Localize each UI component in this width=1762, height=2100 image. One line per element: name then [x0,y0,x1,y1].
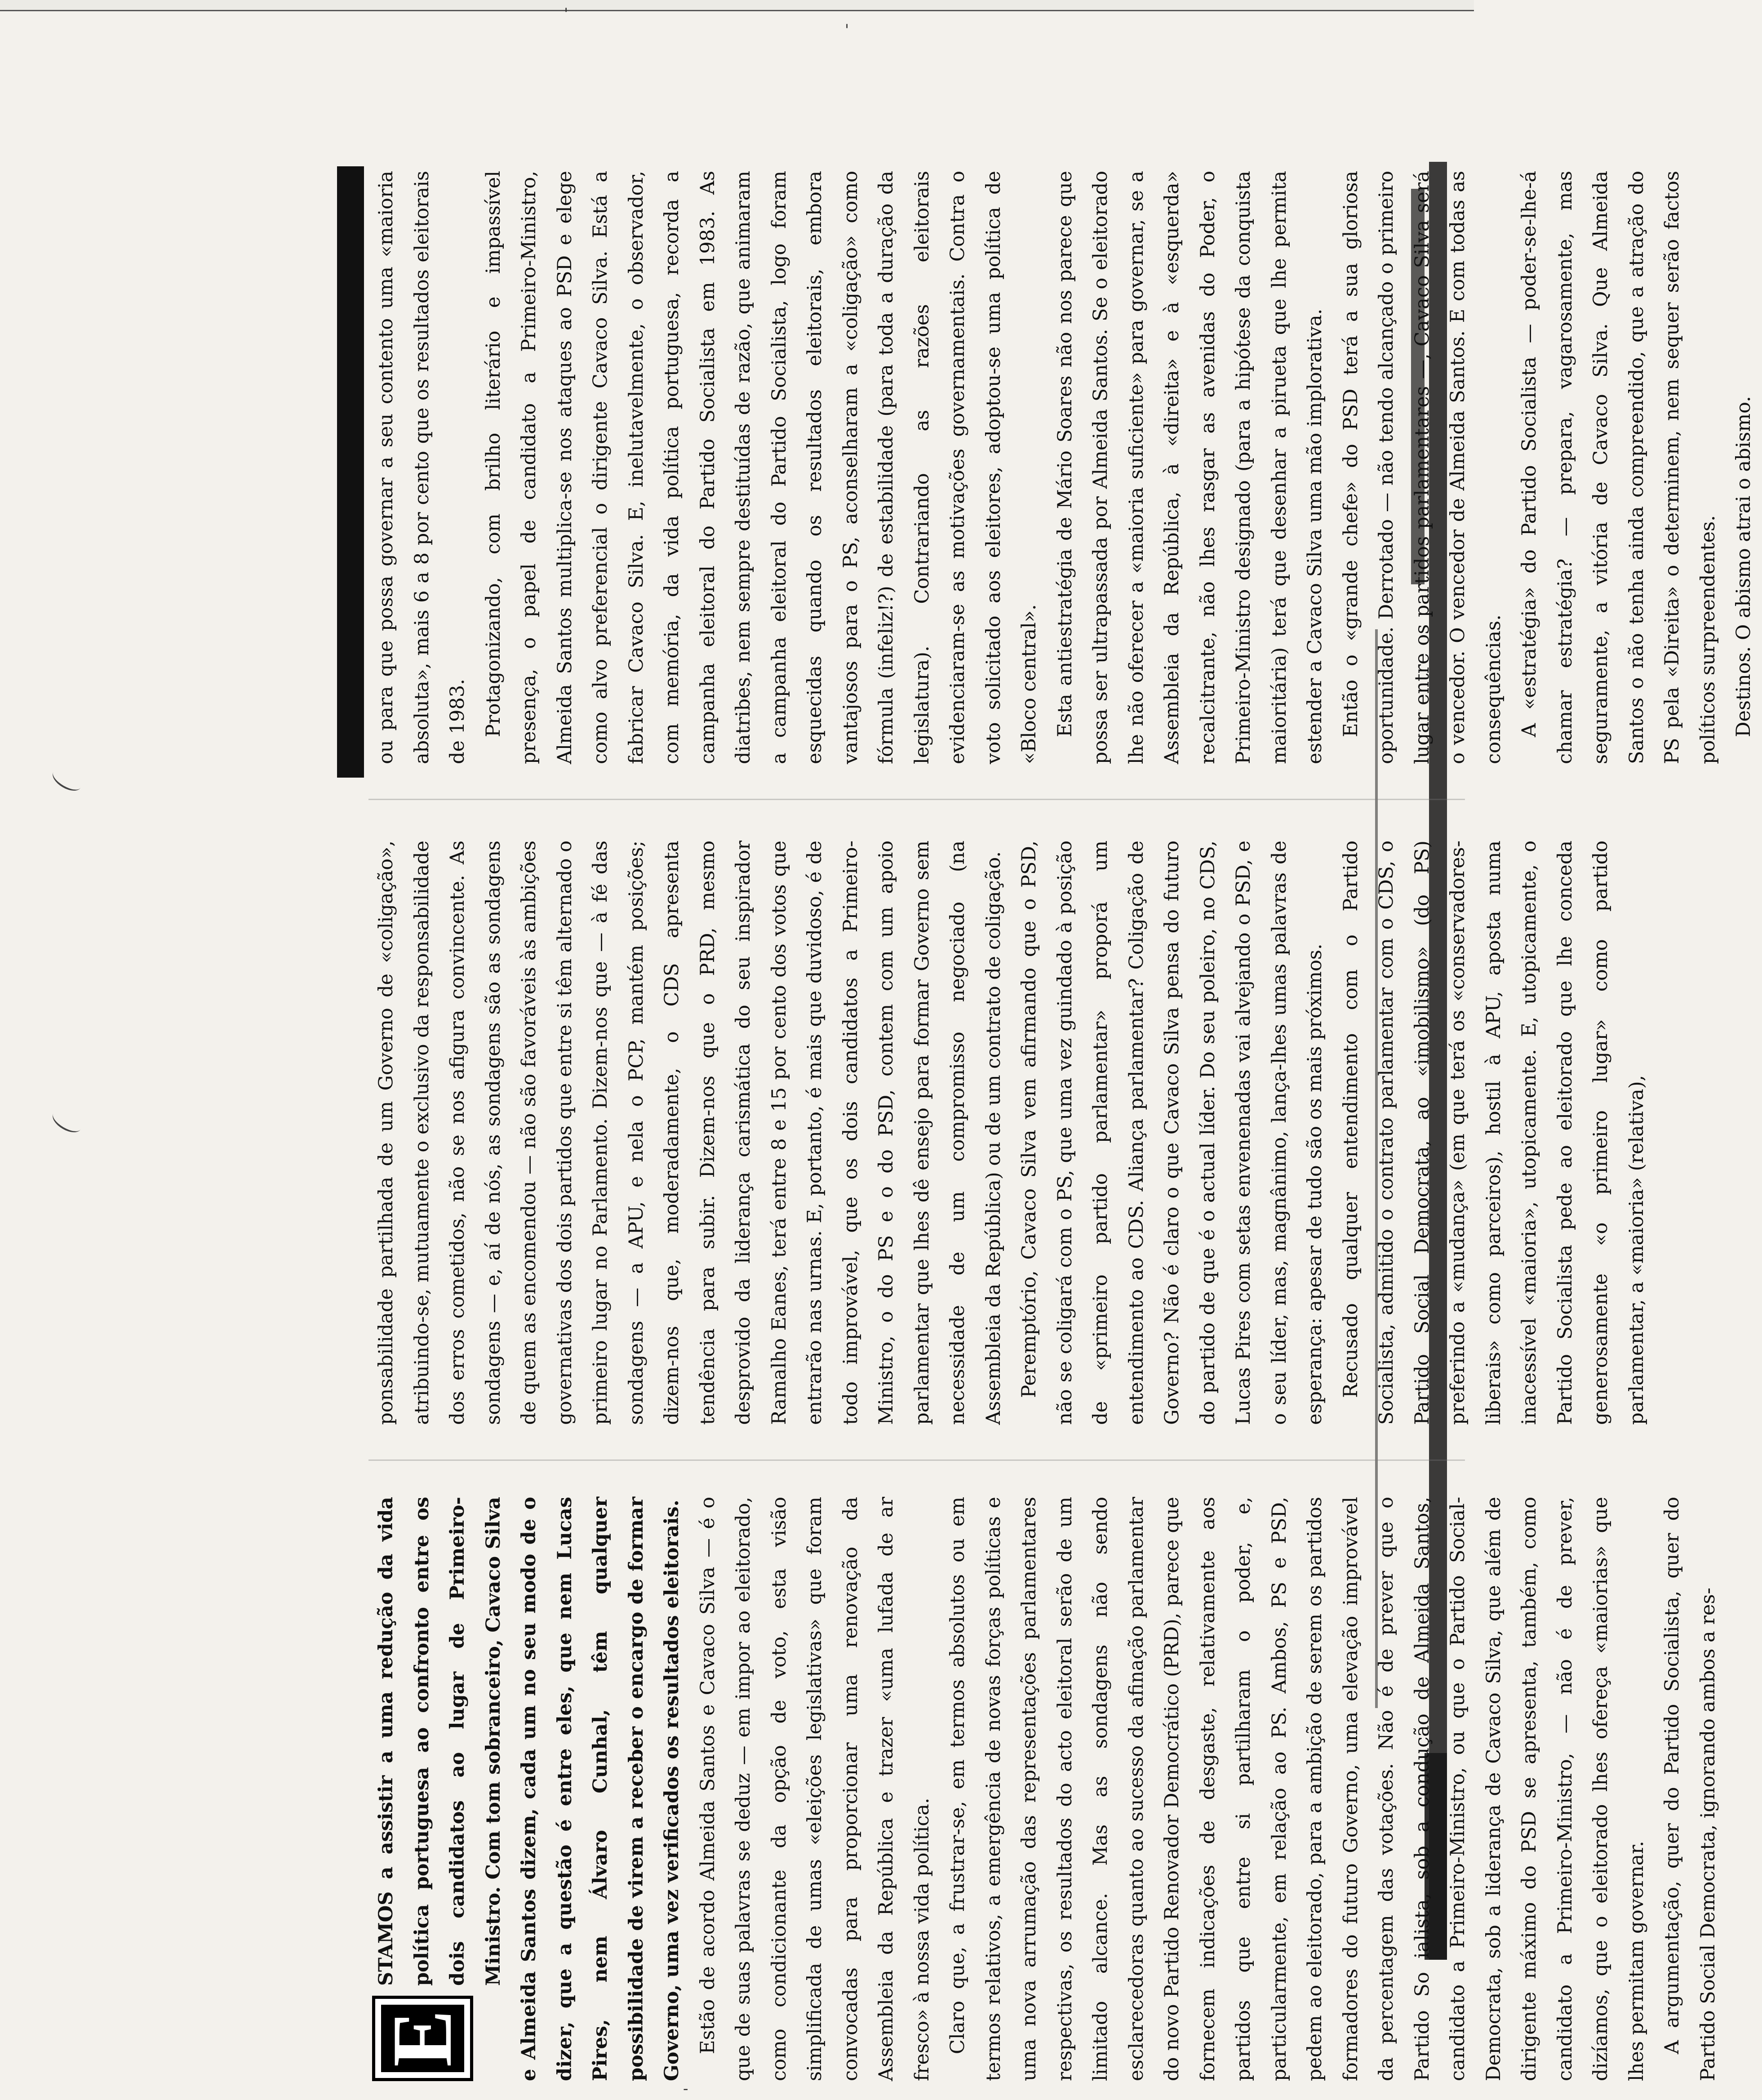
article-header-bar [337,166,364,778]
scan-mark: ' [845,21,849,39]
paragraph: Estão de acordo Almeida Santos e Cavaco Silva — é o que de suas palavras se deduz — em impor ao eleitorado, como condicionante da opção de voto, esta visão simplificada de umas «eleições legislativas» que foram convocadas para proporcionar uma renovação da Assembleia da República e trazer «uma lufada de ar fresco» à nossa vida política. [696,1497,933,2081]
paragraph: Recusado qualquer entendimento com o Partido Socialista, admitido o contrato parlamentar com o CDS, o Partido Social Democrata, ao «imobilismo» (do PS) preferindo a «mudança» (em que terá os «conservadores-liberais» como parceiros), hostil à APU, aposta numa inacessível «maioria», utopicamente. E, utopicamente, o Partido Socialista pede ao eleitorado que lhe conceda generosamente «o primeiro lugar» como partido parlamentar, a «maioria» (relativa), [1339,841,1648,1425]
scan-smudge [49,1106,85,1137]
article-column-1 [368,1497,1719,2081]
paragraph: A argumentação, quer do Partido Socialista, quer do Partido Social Democrata, ignorando ambos a res- [1661,1497,1719,2081]
paragraph: ponsabilidade partilhada de um Governo de «coligação», atribuindo-se, mutuamente o exclusivo da responsabilidade dos erros cometidos, não se nos afigura convincente. As sondagens — e, aí de nós, as sondagens são as sondagens de quem as encomendou — não são favoráveis às ambições governativas dos dois partidos que entre si têm alternado o primeiro lugar no Parlamento. Dizem-nos que — à fé das sondagens — a APU, e nela o PCP, mantém posições; dizem-nos que, moderadamente, o CDS apresenta tendência para subir. Dizem-nos que o PRD, mesmo desprovido da liderança carismática do seu inspirador Ramalho Eanes, terá entre 8 e 15 por cento dos votos que entrarão nas urnas. E, portanto, é mais que duvidoso, é de todo improvável, que os dois candidatos a Primeiro-Ministro, o do PS e o do PSD, contem com um apoio parlamentar que lhes dê ensejo para formar Governo sem necessidade de um compromisso negociado (na Assembleia da República) ou de um contrato de coligação. [375,841,1005,1425]
scan-mark: ' [564,5,568,23]
paragraph: Esta antiestratégia de Mário Soares não nos parece que possa ser ultrapassada por Almeida Santos. Se o eleitorado lhe não oferecer a «maioria suficiente» para governar, se a Assembleia da República, à «direita» e à «esquerda» recalcitrante, não lhes rasgar as avenidas do Poder, o Primeiro-Ministro designado (para a hipótese da conquista maioritária) terá que desenhar a pirueta que lhe permita estender a Cavaco Silva uma mão implorativa. [1053,171,1326,764]
paragraph: STAMOS a assistir a uma redução da vida política portuguesa ao confronto entre os dois candidatos ao lugar de Primeiro-Ministro. Com tom sobranceiro, Cavaco Silva e Almeida Santos dizem, cada um no seu modo de o dizer, que a questão é entre eles, que nem Lucas Pires, nem Álvaro Cunhal, têm qualquer possibilidade de virem a receber o encargo de formar Governo, uma vez verificados os resultados eleitorais. [375,1497,683,2081]
paragraph: ou para que possa governar a seu contento uma «maioria absoluta», mais 6 a 8 por cento que os resultados eleitorais de 1983. [375,171,469,764]
newspaper-article [368,166,1755,2081]
scan-smudge [49,765,85,795]
paragraph: Destinos. O abismo atrai o abismo. [1732,396,1755,737]
scan-top-edge [0,0,1474,11]
paragraph: Claro que, a frustrar-se, em termos absolutos ou em termos relativos, a emergência de novas forças políticas e uma nova arrumação das representações parlamentares respectivas, os resultados do acto eleitoral serão de um limitado alcance. Mas as sondagens não sendo esclarecedoras quanto ao sucesso da afinação parlamentar do novo Partido Renovador Democrático (PRD), parece que fornecem indicações de desgaste, relativamente aos partidos que entre si partilharam o poder, e, particularmente, em relação ao PS. Ambos, PS e PSD, pedem ao eleitorado, para a ambição de serem os partidos formadores do futuro Governo, uma elevação improvável da percentagem das votações. Não é de prever que o Partido So ialista, sob a condução de Almeida Santos, candidato a Primeiro-Ministro, ou que o Partido Social-Democrata, sob a liderança de Cavaco Silva, que além de dirigente máximo do PSD se apresenta, também, como candidato a Primeiro-Ministro, — não é de prever, dizíamos, que o eleitorado lhes ofereça «maiorias» que lhes permitam governar. [946,1497,1648,2081]
article-column-2 [368,841,1648,1425]
drop-cap [372,1996,473,2081]
article-column-3 [368,171,1755,764]
paragraph: Protagonizando, com brilho literário e impassível presença, o papel de candidato a Primeiro-Ministro, Almeida Santos multiplica-se nos ataques ao PSD e elege como alvo preferencial o dirigente Cavaco Silva. Está a fabricar Cavaco Silva. E, inelutavelmente, o observador, com memória, da vida política portuguesa, recorda a campanha eleitoral do Partido Socialista em 1983. As diatribes, nem sempre destituídas de razão, que animaram a campanha eleitoral do Partido Socialista, logo foram esquecidas quando os resultados eleitorais, embora vantajosos para o PS, aconselharam a «coligação» como fórmula (infeliz!?) de estabilidade (para toda a duração da legislatura). Contrariando as razões eleitorais evidenciaram-se as motivações governamentais. Contra o voto solicitado aos eleitores, adoptou-se uma política de «Bloco central». [482,171,1040,764]
paragraph: Então o «grande chefe» do PSD terá a sua gloriosa oportunidade. Derrotado — não tendo alcançado o primeiro lugar entre os partidos parlamentares —, Cavaco Silva será o vencedor. O vencedor de Almeida Santos. E com todas as consequências. [1339,171,1505,764]
column-rule [368,799,1465,800]
paragraph: Peremptório, Cavaco Silva vem afirmando que o PSD, não se coligará com o PS, que uma vez guindado à posição de «primeiro partido parlamentar» proporá um entendimento ao CDS. Aliança parlamentar? Coligação de Governo? Não é claro o que Cavaco Silva pensa do futuro do partido de que é o actual líder. Do seu poleiro, no CDS, Lucas Pires com setas envenenadas vai alvejando o PSD, e o seu líder, mas, magnânimo, lança-lhes umas palavras de esperança: apesar de tudo são os mais próximos. [1018,841,1326,1425]
paragraph: A «estratégia» do Partido Socialista — poder-se-lhe-á chamar estratégia? — prepara, vagarosamente, mas seguramente, a vitória de Cavaco Silva. Que Almeida Santos o não tenha ainda compreendido, que a atração do PS pela «Direita» o determinem, nem sequer serão factos políticos surpreendentes. [1518,171,1719,764]
column-rule [368,1459,1465,1461]
drop-cap-letter: E [381,2005,464,2072]
scan-mark: - [683,2080,688,2098]
